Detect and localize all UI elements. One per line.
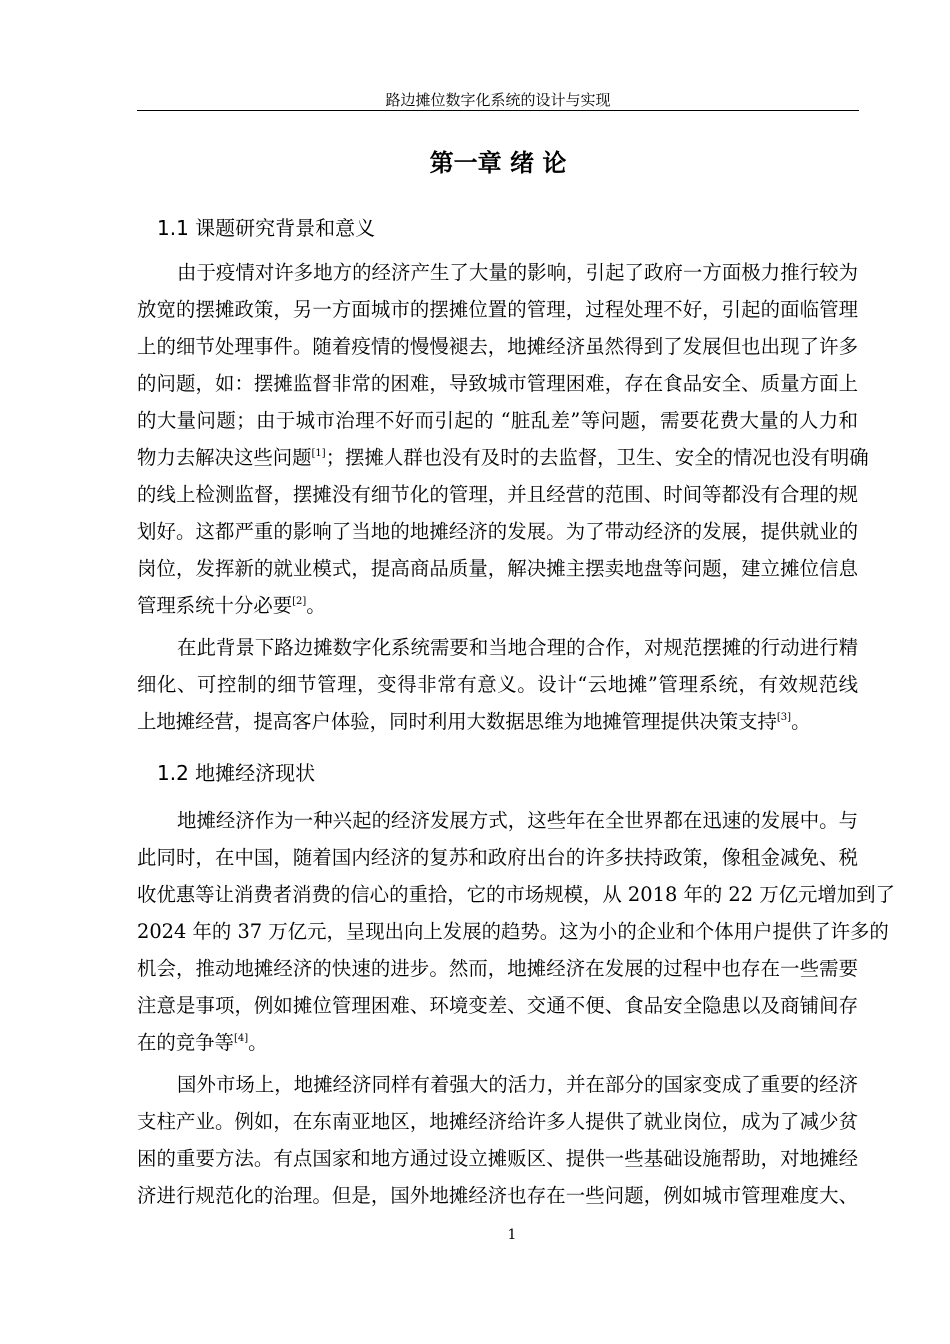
text-line [137,1031,858,1055]
line-text: 国外市场上，地摊经济同样有着强大的活力，并在部分的国家变成了重要的经济 [177,1073,858,1096]
line-text: 机会，推动地摊经济的快速的进步。然而，地摊经济在发展的过程中也存在一些需要 [137,957,858,980]
text-line [137,335,858,359]
text-line [137,1147,858,1171]
text-line [137,883,895,907]
line-text: 支柱产业。例如，在东南亚地区，地摊经济给许多人提供了就业岗位，成为了减少贫 [137,1110,858,1133]
line-text: 地摊经济作为一种兴起的经济发展方式，这些年在全世界都在迅速的发展中。与 [177,809,858,832]
line-text: 放宽的摆摊政策，另一方面城市的摆摊位置的管理，过程处理不好，引起的面临管理 [137,298,858,321]
citation-ref[interactable]: [3] [776,712,792,723]
text-line [137,409,858,433]
citation-ref[interactable]: [2] [292,596,307,607]
line-text: 划好。这都严重的影响了当地的地摊经济的发展。为了带动经济的发展，提供就业的 [137,520,858,543]
line-text: 。 [306,594,326,617]
line-text: 物力去解决这些问题 [137,446,312,469]
line-text: ；摆摊人群也没有及时的去监督，卫生、安全的情况也没有明确 [325,446,869,469]
citation-ref[interactable]: [1] [311,448,326,459]
page-number: 1 [507,1227,517,1243]
section-heading-1-1: 1.1 课题研究背景和意义 [157,216,376,240]
line-text: 管理系统十分必要 [137,594,293,617]
line-text: 此同时，在中国，随着国内经济的复苏和政府出台的许多扶持政策，像租金减免、税 [137,846,858,869]
text-line [137,298,858,322]
text-line [137,920,889,944]
text-line [137,1110,858,1134]
text-line [137,957,858,981]
line-text: 。 [248,1031,268,1054]
line-text: 济进行规范化的治理。但是，国外地摊经济也存在一些问题，例如城市管理难度大、 [137,1184,858,1207]
text-line [137,261,858,285]
text-line [137,673,858,697]
citation-ref[interactable]: [4] [233,1033,249,1044]
line-text: 上地摊经营，提高客户体验，同时利用大数据思维为地摊管理提供决策支持 [137,710,777,733]
line-text: 2024 年的 37 万亿元，呈现出向上发展的趋势。这为小的企业和个体用户提供了许多的 [137,920,889,943]
section-heading-1-2: 1.2 地摊经济现状 [157,761,316,785]
text-line [137,1184,858,1208]
text-line [137,846,858,870]
line-text: 在此背景下路边摊数字化系统需要和当地合理的合作，对规范摆摊的行动进行精 [177,636,858,659]
running-header: 路边摊位数字化系统的设计与实现 [385,91,611,109]
line-text: 由于疫情对许多地方的经济产生了大量的影响，引起了政府一方面极力推行较为 [177,261,858,284]
line-text: 岗位，发挥新的就业模式，提高商品质量，解决摊主摆卖地盘等问题，建立摊位信息 [137,557,858,580]
text-line [137,636,858,660]
line-text: 困的重要方法。有点国家和地方通过设立摊贩区、提供一些基础设施帮助，对地摊经 [137,1147,858,1170]
text-line [137,446,869,470]
text-line [137,994,858,1018]
line-text: 在的竞争等 [137,1031,234,1054]
line-text: 细化、可控制的细节管理，变得非常有意义。设计“云地摊”管理系统，有效规范线 [137,673,858,696]
header-divider [137,110,859,111]
line-text: 上的细节处理事件。随着疫情的慢慢褪去，地摊经济虽然得到了发展但也出现了许多 [137,335,858,358]
text-line [137,710,858,734]
text-line [137,372,858,396]
text-line [137,594,858,618]
line-text: 的大量问题；由于城市治理不好而引起的 “脏乱差”等问题，需要花费大量的人力和 [137,409,858,432]
line-text: 注意是事项，例如摊位管理困难、环境变差、交通不便、食品安全隐患以及商铺间存 [137,994,858,1017]
line-text: 。 [791,710,811,733]
line-text: 的问题，如：摆摊监督非常的困难，导致城市管理困难，存在食品安全、质量方面上 [137,372,858,395]
text-line [137,557,858,581]
line-text: 的线上检测监督，摆摊没有细节化的管理，并且经营的范围、时间等都没有合理的规 [137,483,858,506]
text-line [137,520,858,544]
text-line [137,1073,858,1097]
chapter-title: 第一章 绪 论 [429,149,567,177]
text-line [137,809,858,833]
line-text: 收优惠等让消费者消费的信心的重拾，它的市场规模，从 2018 年的 22 万亿元增加到了 [137,883,895,906]
text-line [137,483,858,507]
